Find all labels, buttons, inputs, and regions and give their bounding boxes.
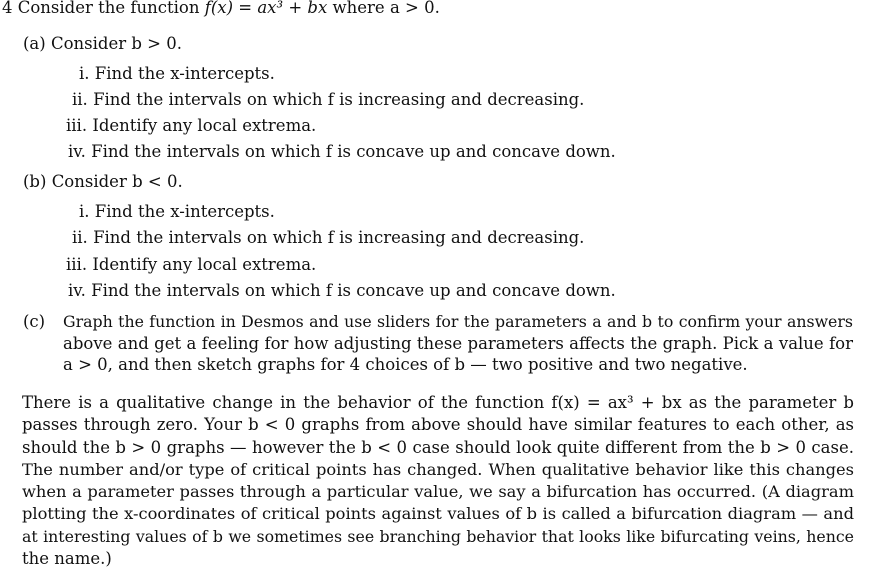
item-text: Identify any local extrema.: [92, 116, 317, 135]
part-b-label: (b): [23, 172, 47, 191]
closing-line-4: The number and/or type of critical points has changed. When qualitative behavior like this changes: [22, 459, 854, 479]
part-b-item-1: [79, 202, 275, 222]
part-c-line-1: Graph the function in Desmos and use sliders for the parameters a and b to confirm your answers: [63, 312, 853, 331]
part-b-item-4: [68, 281, 616, 301]
closing-line-6: plotting the x-coordinates of critical points against values of b is called a bifurcation diagram — and: [22, 504, 854, 524]
item-label: ii.: [72, 228, 88, 247]
item-text: Find the x-intercepts.: [94, 202, 275, 221]
part-a-heading: [23, 34, 182, 54]
item-text: Identify any local extrema.: [92, 255, 317, 274]
part-a-item-2: [72, 90, 584, 110]
item-label: i.: [79, 64, 90, 83]
item-text: Find the intervals on which f is concave up and concave down.: [91, 281, 616, 300]
item-text: Find the intervals on which f is increasing and decreasing.: [93, 228, 585, 247]
function-expression: f(x) = ax³ + bx: [204, 0, 328, 17]
item-text: Find the x-intercepts.: [94, 64, 275, 83]
part-b-item-3: [66, 255, 316, 275]
closing-line-7: at interesting values of b we sometimes see branching behavior that looks like bifurcating veins, hence: [22, 526, 854, 546]
part-c-line-2: above and get a feeling for how adjusting these parameters affects the graph. Pick a value for: [63, 333, 853, 353]
part-a-label: (a): [23, 34, 46, 53]
part-c-text: [63, 311, 853, 376]
closing-line-5: when a parameter passes through a particular value, we say a bifurcation has occurred. (A diagram: [22, 482, 854, 502]
part-a-item-1: [79, 64, 275, 84]
part-b-heading-text: Consider b < 0.: [51, 172, 183, 191]
item-label: iv.: [68, 142, 86, 161]
closing-line-8: the name.): [22, 549, 112, 569]
closing-line-2: passes through zero. Your b < 0 graphs from above should have similar features to each other, as: [22, 415, 854, 435]
problem-intro: Consider the function: [17, 0, 200, 17]
part-a-item-3: [66, 116, 316, 136]
problem-number: 4: [2, 0, 13, 17]
item-label: i.: [79, 202, 90, 221]
item-text: Find the intervals on which f is concave up and concave down.: [91, 142, 616, 161]
part-b-item-2: [72, 228, 584, 248]
item-text: Find the intervals on which f is increasing and decreasing.: [93, 90, 585, 109]
item-label: ii.: [72, 90, 88, 109]
problem-header: [2, 0, 440, 18]
closing-line-1: There is a qualitative change in the behavior of the function f(x) = ax³ + bx as the parameter b: [22, 393, 854, 412]
closing-paragraph: [22, 392, 854, 570]
part-a-heading-text: Consider b > 0.: [50, 34, 182, 53]
item-label: iii.: [66, 255, 88, 274]
part-a-item-4: [68, 142, 616, 162]
part-c-line-3: a > 0, and then sketch graphs for 4 choices of b — two positive and two negative.: [63, 355, 748, 374]
item-label: iii.: [66, 116, 88, 135]
closing-line-3: should the b > 0 graphs — however the b < 0 case should look quite different from the b > 0 case.: [22, 437, 854, 457]
item-label: iv.: [68, 281, 86, 300]
part-c-label: (c): [23, 312, 46, 331]
part-b-heading: [23, 172, 183, 192]
problem-condition: where a > 0.: [332, 0, 440, 17]
